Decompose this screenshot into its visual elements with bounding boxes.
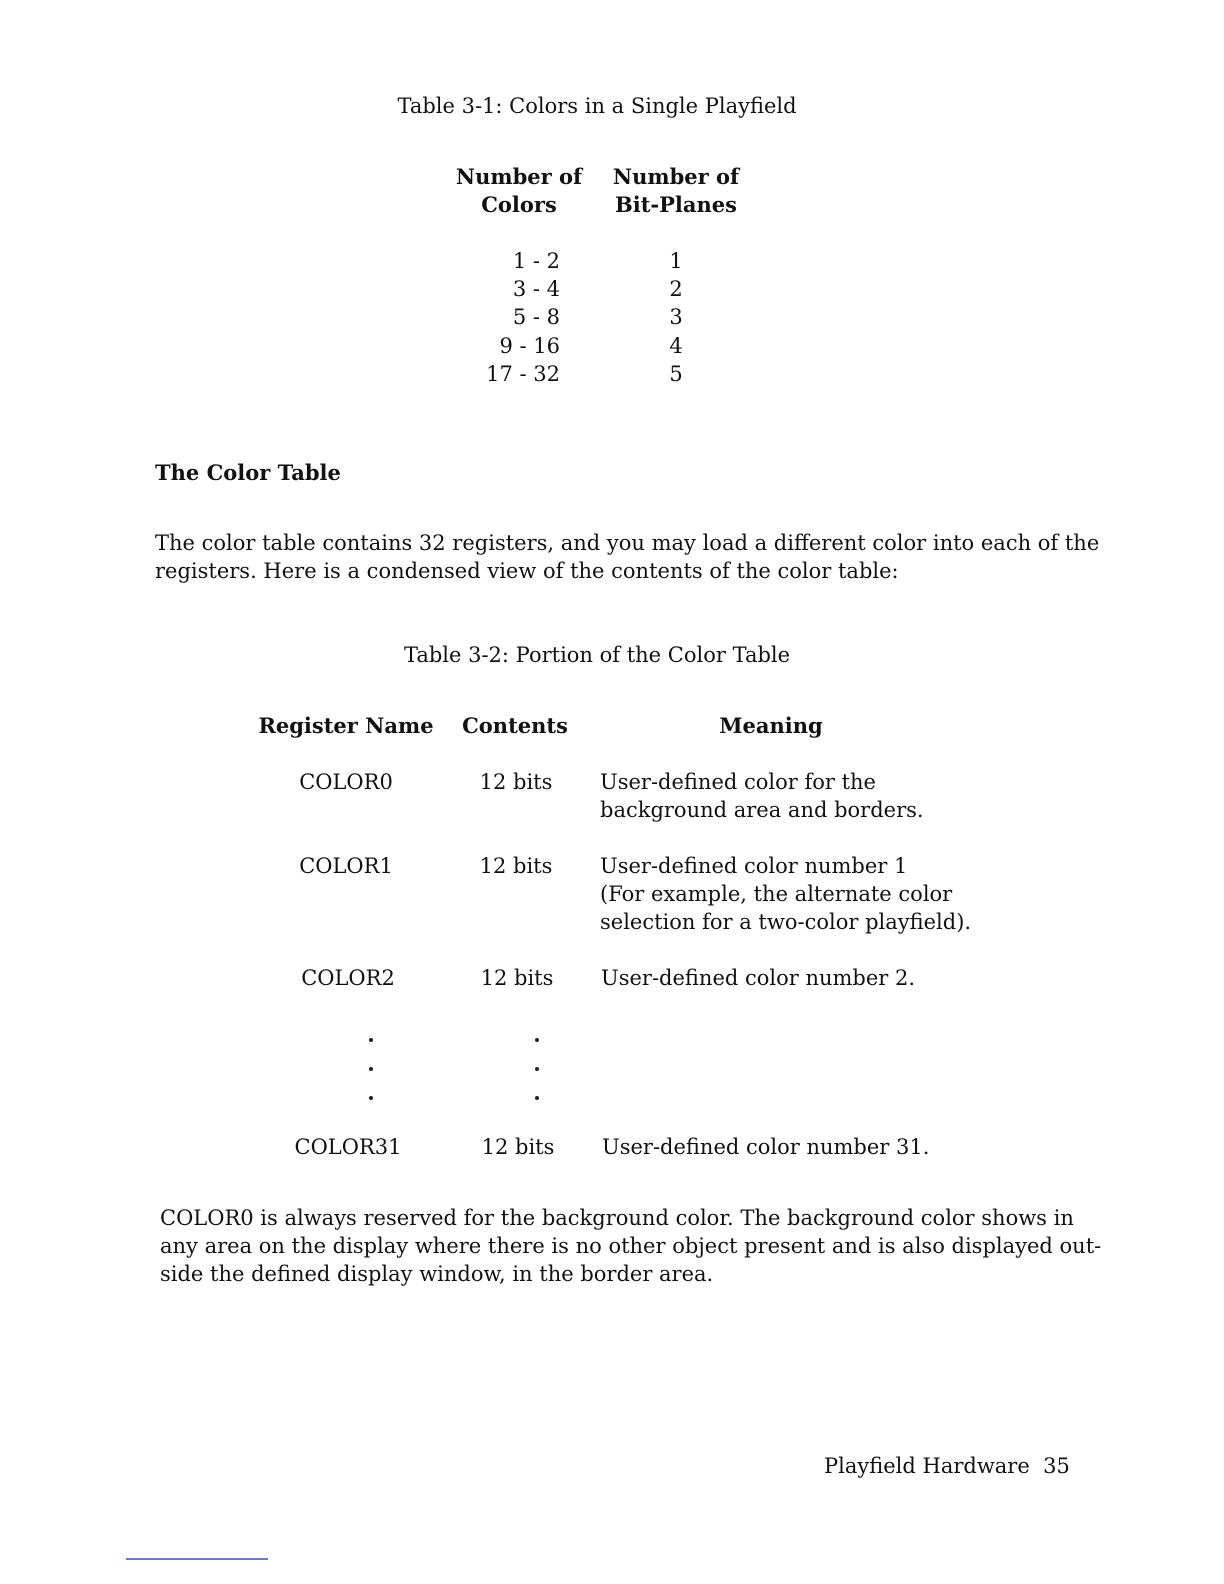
table2-cell-contents: 12 bits [479, 770, 553, 794]
table1-cell-planes: 1 [669, 249, 683, 273]
table2-cell-meaning: User-defined color for the [600, 770, 876, 794]
table1-cell-colors: 9 - 16 [499, 334, 560, 358]
ellipsis-dot [369, 1038, 373, 1042]
table2-header-contents: Contents [462, 713, 568, 738]
intro-line: registers. Here is a condensed view of the contents of the color table: [155, 559, 899, 583]
page-number: 35 [1043, 1454, 1070, 1478]
table2-cell-meaning: background area and borders. [600, 798, 924, 822]
table2-header-meaning: Meaning [719, 713, 823, 738]
table2-cell-register: COLOR0 [299, 770, 393, 794]
table1-cell-colors: 17 - 32 [486, 362, 560, 386]
intro-line: The color table contains 32 registers, and you may load a different color into each of the [155, 531, 1100, 555]
table2-cell-register: COLOR31 [294, 1135, 402, 1159]
table1-cell-colors: 1 - 2 [512, 249, 560, 273]
table2-header-register: Register Name [258, 713, 434, 738]
table2-cell-register: COLOR2 [301, 966, 395, 990]
ellipsis-dot [535, 1067, 539, 1071]
table1-cell-colors: 5 - 8 [512, 305, 560, 329]
table1-cell-planes: 5 [669, 362, 683, 386]
footer-section-title: Playfield Hardware [824, 1454, 1030, 1478]
table1-cell-planes: 3 [669, 305, 683, 329]
ellipsis-dot [369, 1096, 373, 1100]
table2-cell-meaning: User-defined color number 1 [600, 854, 908, 878]
table1-header-planes-line2: Bit-Planes [615, 192, 737, 217]
table2-cell-contents: 12 bits [481, 1135, 555, 1159]
closing-line: any area on the display where there is no other object present and is also displayed out- [160, 1234, 1102, 1258]
table2-cell-meaning: User-defined color number 31. [602, 1135, 930, 1159]
table2-cell-contents: 12 bits [479, 854, 553, 878]
table2-cell-contents: 12 bits [480, 966, 554, 990]
table1-cell-planes: 2 [669, 277, 683, 301]
table2-cell-meaning: (For example, the alternate color [600, 882, 953, 906]
table1-cell-planes: 4 [669, 334, 683, 358]
table1-header-planes-line1: Number of [612, 164, 740, 189]
table1-header-colors-line1: Number of [455, 164, 583, 189]
closing-line: COLOR0 is always reserved for the background color. The background color shows in [160, 1206, 1074, 1230]
ellipsis-dot [535, 1096, 539, 1100]
table2-cell-meaning: selection for a two-color playfield). [600, 910, 972, 934]
closing-line: side the defined display window, in the border area. [160, 1262, 714, 1286]
table1-caption: Table 3-1: Colors in a Single Playfield [397, 94, 797, 118]
table2-caption: Table 3-2: Portion of the Color Table [403, 643, 791, 667]
intro-paragraph [155, 529, 1100, 585]
closing-paragraph [160, 1204, 1102, 1288]
ellipsis-dot [369, 1067, 373, 1071]
table1-cell-colors: 3 - 4 [512, 277, 560, 301]
table1-header-colors-line2: Colors [481, 192, 557, 217]
scan-edge-rule [126, 1558, 268, 1560]
running-footer [824, 1452, 1070, 1480]
section-heading: The Color Table [155, 460, 341, 485]
table2-cell-register: COLOR1 [299, 854, 393, 878]
table2-cell-meaning: User-defined color number 2. [601, 966, 916, 990]
ellipsis-dot [535, 1038, 539, 1042]
